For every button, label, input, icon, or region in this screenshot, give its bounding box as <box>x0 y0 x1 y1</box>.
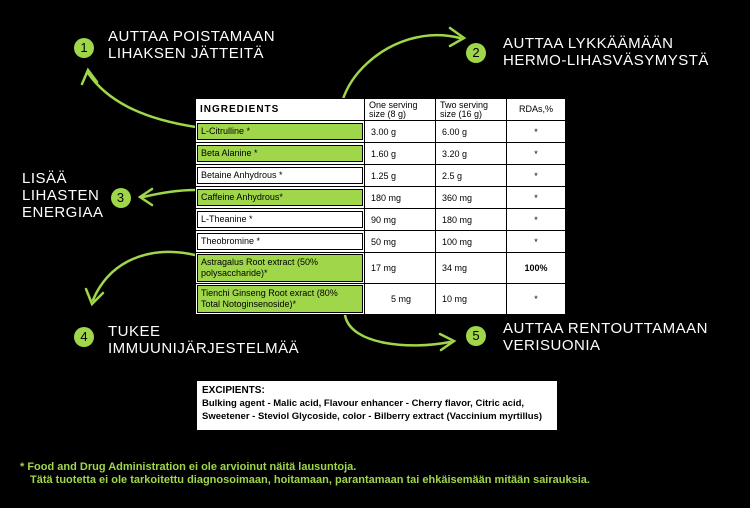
cell-value: 180 mg <box>365 187 436 209</box>
column-header: INGREDIENTS <box>196 99 365 121</box>
footnote-line: Tätä tuotetta ei ole tarkoitettu diagnosoimaan, hoitamaan, parantamaan tai ehkäisemään mitään sairauksia. <box>30 474 590 486</box>
cell-value: 100 mg <box>436 231 507 253</box>
ingredient-name: Caffeine Anhydrous* <box>197 189 363 206</box>
cell-value: 1.60 g <box>365 143 436 165</box>
cell-value: * <box>507 143 566 165</box>
ingredient-name: L-Theanine * <box>197 211 363 228</box>
ingredient-name: Theobromine * <box>197 233 363 250</box>
excipients-box <box>195 379 559 432</box>
column-header: RDAs,% <box>507 99 566 121</box>
cell-value: 2.5 g <box>436 165 507 187</box>
table-row <box>196 231 566 253</box>
callout-3 <box>22 170 131 221</box>
cell-value: * <box>507 121 566 143</box>
cell-value: * <box>507 284 566 315</box>
cell-value: 5 mg <box>365 284 436 315</box>
cell-value: 6.00 g <box>436 121 507 143</box>
callout-number: 1 <box>74 38 94 58</box>
excipients-line: Sweetener - Steviol Glycoside, color - Bilberry extract (Vaccinium myrtillus) <box>202 411 543 422</box>
cell-value: 3.20 g <box>436 143 507 165</box>
cell-value: 10 mg <box>436 284 507 315</box>
callout-text: AUTTAA POISTAMAAN <box>108 28 276 45</box>
table-row <box>196 187 566 209</box>
callout-text: AUTTAA RENTOUTTAMAAN <box>503 320 709 337</box>
callout-5 <box>466 320 708 354</box>
cell-value: 180 mg <box>436 209 507 231</box>
column-header: Two serving size (16 g) <box>436 99 507 121</box>
callout-text: ENERGIAA <box>22 204 104 221</box>
ingredient-name: Betaine Anhydrous * <box>197 167 363 184</box>
ingredients-table <box>195 98 566 315</box>
callout-number: 2 <box>466 43 486 63</box>
table-row <box>196 253 566 284</box>
table-row <box>196 165 566 187</box>
table-row <box>196 121 566 143</box>
cell-value: * <box>507 165 566 187</box>
arrow-4 <box>93 252 195 300</box>
callout-text: LIHASTEN <box>22 187 100 204</box>
footnote <box>20 461 590 487</box>
table-row <box>196 209 566 231</box>
ingredient-name: Tienchi Ginseng Root exract (80% Total Notoginsenoside)* <box>197 285 363 313</box>
table-row <box>196 143 566 165</box>
callout-text: LIHAKSEN JÄTTEITÄ <box>108 45 265 62</box>
cell-value: 90 mg <box>365 209 436 231</box>
cell-value: 50 mg <box>365 231 436 253</box>
callout-text: AUTTAA LYKKÄÄMÄÄN <box>503 35 674 52</box>
ingredient-name: Astragalus Root extract (50% polysaccharide)* <box>197 254 363 282</box>
cell-value: 1.25 g <box>365 165 436 187</box>
cell-value: 34 mg <box>436 253 507 284</box>
cell-value: * <box>507 187 566 209</box>
cell-value: 17 mg <box>365 253 436 284</box>
callout-text: LISÄÄ <box>22 170 68 187</box>
arrow-5 <box>345 315 450 345</box>
footnote-line: * Food and Drug Administration ei ole arvioinut näitä lausuntoja. <box>20 461 357 473</box>
callout-text: TUKEE <box>108 323 161 340</box>
ingredient-name: Beta Alanine * <box>197 145 363 162</box>
table-header-row <box>196 99 566 121</box>
callout-2 <box>466 35 709 69</box>
callout-text: HERMO-LIHASVÄSYMYSTÄ <box>503 52 709 69</box>
callout-number: 4 <box>74 327 94 347</box>
callout-text: IMMUUNIJÄRJESTELMÄÄ <box>108 340 300 357</box>
callout-text: VERISUONIA <box>503 337 601 354</box>
column-header: One serving size (8 g) <box>365 99 436 121</box>
callout-number: 5 <box>466 326 486 346</box>
callout-number: 3 <box>111 188 131 208</box>
callout-1 <box>74 28 276 62</box>
cell-value: 360 mg <box>436 187 507 209</box>
cell-value: * <box>507 231 566 253</box>
callout-4 <box>74 323 299 357</box>
arrow-1 <box>88 73 196 127</box>
excipients-title: EXCIPIENTS: <box>202 385 265 396</box>
excipients-line: Bulking agent - Malic acid, Flavour enhancer - Cherry flavor, Citric acid, <box>202 398 525 409</box>
ingredient-name: L-Citrulline * <box>197 123 363 140</box>
cell-value: 3.00 g <box>365 121 436 143</box>
cell-value: * <box>507 209 566 231</box>
cell-value: 100% <box>507 253 566 284</box>
table-row <box>196 284 566 315</box>
